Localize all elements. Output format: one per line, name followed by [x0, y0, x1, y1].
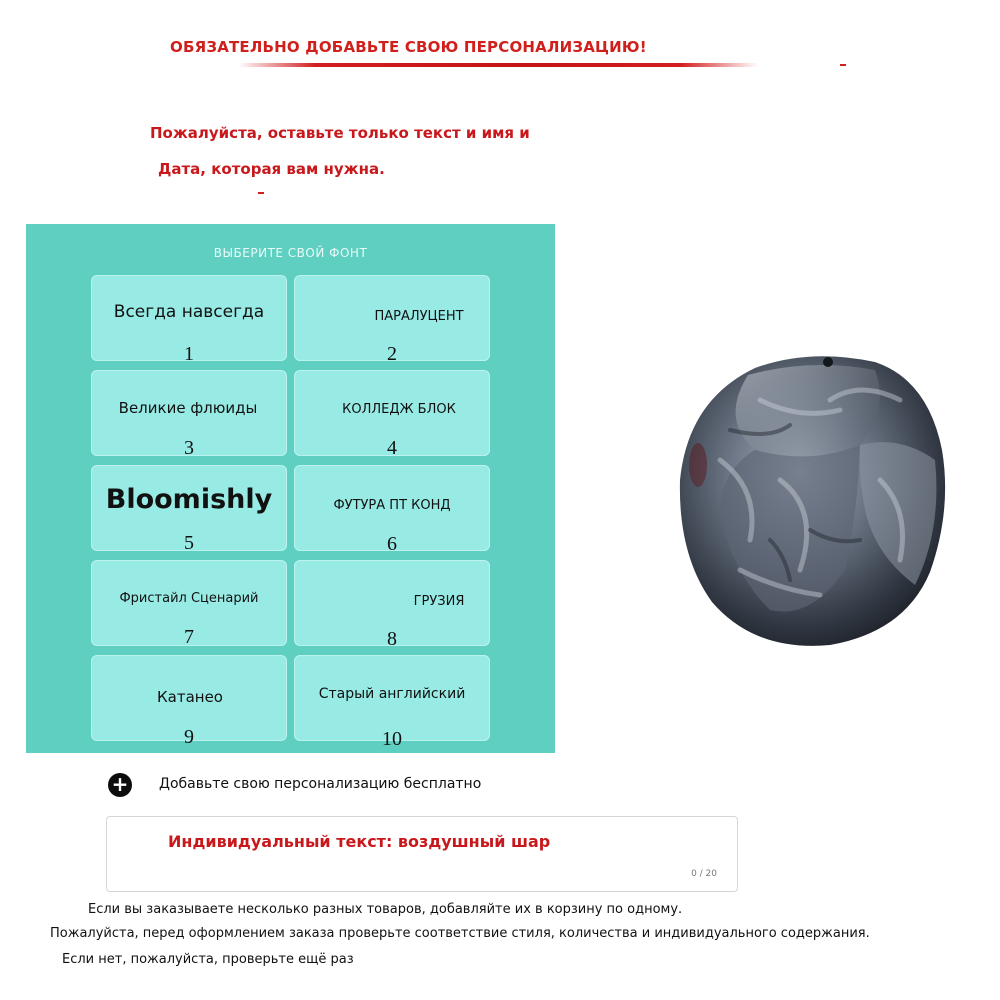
font-picker-panel: [26, 224, 555, 753]
font-option-label: ПАРАЛУЦЕНТ: [374, 309, 464, 324]
instruction-dash: [258, 192, 264, 194]
font-option-number: 8: [387, 628, 397, 650]
font-option-label: КОЛЛЕДЖ БЛОК: [342, 402, 456, 417]
font-option-1[interactable]: [91, 275, 287, 365]
font-option-label: Всегда навсегда: [113, 302, 265, 322]
font-option-number: 3: [184, 437, 194, 459]
plus-circle-icon: +: [111, 772, 129, 796]
title-underline: [238, 63, 758, 67]
order-note-2: Пожалуйста, перед оформлением заказа проверьте соответствие стиля, количества и индивидуального содержания.: [50, 926, 870, 941]
font-option-label: Великие флюиды: [118, 399, 258, 417]
font-option-number: 4: [387, 437, 397, 459]
font-option-number: 1: [184, 343, 194, 365]
page-title: ОБЯЗАТЕЛЬНО ДОБАВЬТЕ СВОЮ ПЕРСОНАЛИЗАЦИЮ!: [170, 38, 647, 56]
dice-image: [660, 340, 960, 660]
font-option-number: 6: [387, 533, 397, 555]
font-option-4[interactable]: [294, 370, 490, 459]
font-option-label: ГРУЗИЯ: [413, 594, 465, 609]
font-option-label: Старый английский: [318, 686, 466, 702]
instruction-line-1: Пожалуйста, оставьте только текст и имя и: [150, 124, 530, 142]
font-option-5[interactable]: [91, 465, 287, 554]
add-personalization-button[interactable]: [108, 773, 132, 797]
font-option-number: 2: [387, 343, 397, 365]
font-option-label: Фристайл Сценарий: [119, 591, 259, 606]
font-option-3[interactable]: [91, 370, 287, 459]
font-option-9[interactable]: [91, 655, 287, 748]
font-option-10[interactable]: [294, 655, 490, 750]
order-note-3: Если нет, пожалуйста, проверьте ещё раз: [62, 952, 354, 967]
font-option-number: 7: [184, 626, 194, 648]
font-option-label: Bloomishly: [105, 484, 273, 515]
custom-text-input[interactable]: [106, 816, 738, 892]
instruction-line-2: Дата, которая вам нужна.: [158, 160, 385, 178]
font-option-label: ФУТУРА ПТ КОНД: [333, 498, 451, 513]
dice-product-image: [660, 340, 960, 660]
custom-text-value: Индивидуальный текст: воздушный шар: [168, 832, 551, 851]
font-option-6[interactable]: [294, 465, 490, 555]
add-personalization-label: Добавьте свою персонализацию бесплатно: [159, 776, 482, 792]
font-option-number: 9: [184, 726, 194, 748]
font-option-label: Катанео: [157, 688, 223, 706]
font-option-2[interactable]: [294, 275, 490, 365]
font-option-8[interactable]: [294, 560, 490, 650]
character-counter: 0 / 20: [691, 869, 717, 879]
font-option-7[interactable]: [91, 560, 287, 646]
title-dash: [840, 64, 846, 66]
font-picker-title: ВЫБЕРИТЕ СВОЙ ФОНТ: [213, 246, 368, 260]
font-option-number: 5: [184, 532, 194, 554]
font-option-number: 10: [382, 728, 402, 750]
order-note-1: Если вы заказываете несколько разных товаров, добавляйте их в корзину по одному.: [88, 902, 683, 917]
